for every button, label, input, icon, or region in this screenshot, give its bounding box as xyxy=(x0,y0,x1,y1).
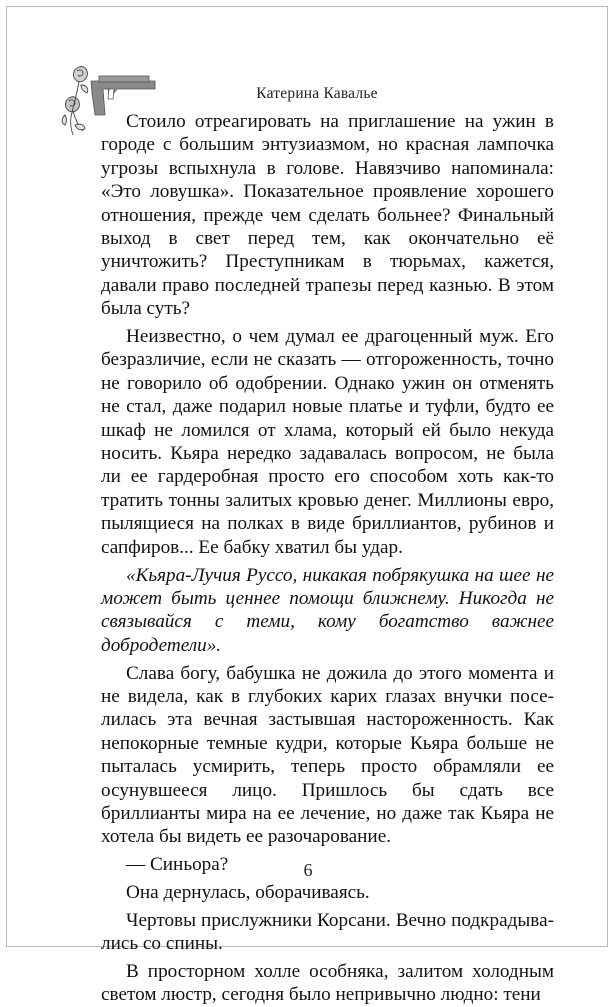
page-number: 6 xyxy=(303,860,313,880)
paragraph: Она дернулась, оборачиваясь. xyxy=(126,881,370,903)
dialogue-line: — Синьора? xyxy=(126,854,229,876)
quote-paragraph: «Кьяра-Лучия Руссо, никакая побрякушка на шее не может быть ценнее помощи ближнему. Никогда не связывайся с теми, кому богатство важнее добродетели». xyxy=(101,564,554,656)
running-header-author: Катерина Кавалье xyxy=(256,85,378,102)
paragraph: Стоило отреагировать на приглашение на ужин в городе с большим энтузиазмом, но красная лампочка угрозы вспыхнула в голове. Навязчиво напоминала: «Это ловушка». Показательное проявление хорошего отношения, прежде чем сделать больнее? Финальный выход в свет перед тем, как окончательно её уничтожить? Преступникам в тюрьмах, кажется, давали право последней трапезы перед казнью. В этом была суть? xyxy=(101,111,554,320)
rose-icon xyxy=(62,67,88,135)
paragraph: Неизвестно, о чем думал ее драгоценный муж. Его безразличие, если не сказать — отгороженность, точно не говорило об одобрении. Однако ужин он отменять не стал, даже подарил новые платье и туфли, будто ее шкаф не ломился от хлама, который ей было некуда носить. Кьяра нередко задавалась вопросом, не была ли ее гардеробная просто его способом хоть как-то тратить тонны залитых кровью денег. Миллионы евро, пылящиеся на полках в виде бриллиантов, рубинов и сапфиров... Ее бабку хватил бы удар. xyxy=(101,326,554,558)
paragraph: В просторном холле особняка, залитом холодным светом люстр, сегодня было непривычно людно: тени xyxy=(101,960,554,1006)
paragraph: Слава богу, бабушка не дожила до этого момента и не видела, как в глубоких карих глазах внучки поселилась эта вечная застывшая настороженность. Как непокорные темные кудри, которые Кьяра больше не пыталась усмирить, теперь просто обрамляли ее осунувшееся лицо. Пришлось бы сдать все бриллианты мира на ее лечение, но даже так Кьяра не хотела бы видеть ее разочарование. xyxy=(101,662,554,848)
paragraph: Чертовы прислужники Корсани. Вечно подкрадывались со спины. xyxy=(101,909,554,955)
